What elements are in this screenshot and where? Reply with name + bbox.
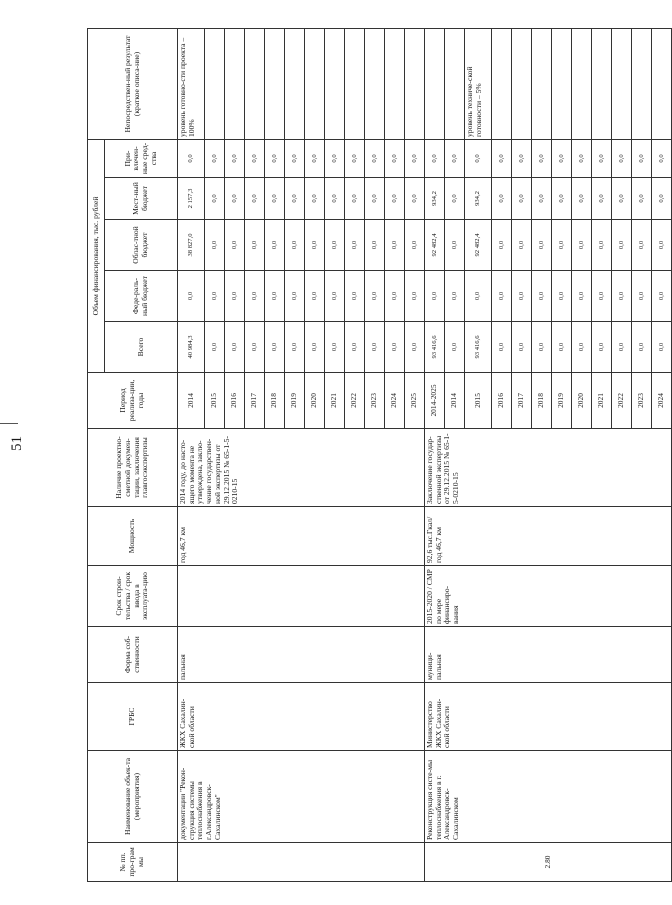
value-regional: 0,0	[285, 220, 305, 271]
value-attracted: 0,0	[492, 140, 512, 178]
value-attracted: 0,0	[385, 140, 405, 178]
value-federal: 0,0	[592, 271, 612, 322]
value-attracted: 0,0	[445, 140, 465, 178]
cell-result	[285, 29, 305, 140]
cell-capacity: год 46,7 км	[178, 507, 425, 566]
value-total: 0,0	[512, 322, 532, 373]
period-cell: 2024	[385, 373, 405, 429]
value-attracted: 0,0	[225, 140, 245, 178]
value-attracted: 0,0	[325, 140, 345, 178]
value-total: 0,0	[652, 322, 672, 373]
value-federal: 0,0	[425, 271, 445, 322]
value-local: 0,0	[325, 178, 345, 220]
value-regional: 0,0	[245, 220, 265, 271]
period-cell: 2014-2025	[425, 373, 445, 429]
value-federal: 0,0	[325, 271, 345, 322]
value-total: 0,0	[552, 322, 572, 373]
value-regional: 92 482,4	[425, 220, 445, 271]
header-period: Период реализа-ции, годы	[88, 373, 178, 429]
value-attracted: 0,0	[592, 140, 612, 178]
cell-result: уровень техниче-ской готовности – 5%	[465, 29, 492, 140]
period-cell: 2020	[305, 373, 325, 429]
cell-ownership: муници-пальная	[425, 627, 672, 683]
value-regional: 0,0	[445, 220, 465, 271]
period-cell: 2021	[592, 373, 612, 429]
value-total: 0,0	[632, 322, 652, 373]
value-federal: 0,0	[632, 271, 652, 322]
cell-name: Реконструкция систе-мы теплоснабжения в г. Александровск-Сахалинском	[425, 751, 672, 843]
value-total: 0,0	[365, 322, 385, 373]
cell-name: документации "Рекон-струкция системы теплоснабжения в г.Александровск-Сахалинском"	[178, 751, 425, 843]
value-regional: 0,0	[552, 220, 572, 271]
value-regional: 0,0	[572, 220, 592, 271]
cell-result	[385, 29, 405, 140]
value-federal: 0,0	[492, 271, 512, 322]
value-federal: 0,0	[465, 271, 492, 322]
value-regional: 0,0	[492, 220, 512, 271]
value-regional: 0,0	[345, 220, 365, 271]
value-regional: 0,0	[592, 220, 612, 271]
period-cell: 2016	[225, 373, 245, 429]
value-local: 0,0	[632, 178, 652, 220]
value-attracted: 0,0	[612, 140, 632, 178]
page-number: 51	[9, 436, 25, 451]
value-local: 934,2	[425, 178, 445, 220]
value-federal: 0,0	[552, 271, 572, 322]
value-federal: 0,0	[305, 271, 325, 322]
period-cell: 2018	[265, 373, 285, 429]
value-local: 0,0	[285, 178, 305, 220]
header-local: Мест-ный бюджет	[105, 178, 178, 220]
value-total: 0,0	[285, 322, 305, 373]
value-federal: 0,0	[265, 271, 285, 322]
value-attracted: 0,0	[512, 140, 532, 178]
value-total: 0,0	[265, 322, 285, 373]
cell-result	[345, 29, 365, 140]
value-total: 40 984,3	[178, 322, 205, 373]
value-local: 0,0	[652, 178, 672, 220]
value-federal: 0,0	[385, 271, 405, 322]
value-regional: 0,0	[365, 220, 385, 271]
margin-mark	[0, 423, 18, 424]
period-cell: 2016	[492, 373, 512, 429]
value-local: 934,2	[465, 178, 492, 220]
value-regional: 0,0	[325, 220, 345, 271]
value-attracted: 0,0	[405, 140, 425, 178]
cell-result	[405, 29, 425, 140]
value-local: 0,0	[365, 178, 385, 220]
header-grbs: ГРБС	[88, 683, 178, 751]
value-local: 0,0	[265, 178, 285, 220]
value-total: 0,0	[592, 322, 612, 373]
cell-result	[572, 29, 592, 140]
period-cell: 2014	[445, 373, 465, 429]
header-ownership: Форма соб-ственности	[88, 627, 178, 683]
value-federal: 0,0	[405, 271, 425, 322]
cell-result	[265, 29, 285, 140]
period-cell: 2017	[245, 373, 265, 429]
period-cell: 2022	[345, 373, 365, 429]
period-cell: 2022	[612, 373, 632, 429]
cell-docs: 2014 году, до насто-ящего момента не утверждена, заклю-чение государствен-ной экспертизы от 29.12.2015 № 65-1-5-0210-15	[178, 429, 425, 507]
period-cell: 2014	[178, 373, 205, 429]
cell-result	[205, 29, 225, 140]
period-cell: 2018	[532, 373, 552, 429]
period-cell: 2015	[205, 373, 225, 429]
value-attracted: 0,0	[285, 140, 305, 178]
header-name: Наименование объек-та (мероприятия)	[88, 751, 178, 843]
header-attracted: При-влечен-ные сред-ства	[105, 140, 178, 178]
cell-result	[492, 29, 512, 140]
value-attracted: 0,0	[265, 140, 285, 178]
value-total: 0,0	[305, 322, 325, 373]
value-regional: 0,0	[305, 220, 325, 271]
value-local: 0,0	[305, 178, 325, 220]
value-total: 0,0	[572, 322, 592, 373]
cell-result	[652, 29, 672, 140]
value-federal: 0,0	[285, 271, 305, 322]
period-cell: 2019	[285, 373, 305, 429]
header-funding: Объем финансирования, тыс. рублей	[88, 140, 105, 373]
value-federal: 0,0	[652, 271, 672, 322]
value-attracted: 0,0	[652, 140, 672, 178]
value-local: 0,0	[205, 178, 225, 220]
value-federal: 0,0	[532, 271, 552, 322]
value-total: 0,0	[325, 322, 345, 373]
period-cell: 2017	[512, 373, 532, 429]
value-local: 0,0	[512, 178, 532, 220]
cell-result	[512, 29, 532, 140]
value-regional: 0,0	[385, 220, 405, 271]
cell-result	[532, 29, 552, 140]
period-cell: 2015	[465, 373, 492, 429]
value-federal: 0,0	[572, 271, 592, 322]
value-federal: 0,0	[512, 271, 532, 322]
period-cell: 2023	[365, 373, 385, 429]
value-regional: 0,0	[512, 220, 532, 271]
value-local: 0,0	[612, 178, 632, 220]
value-federal: 0,0	[612, 271, 632, 322]
value-regional: 0,0	[532, 220, 552, 271]
header-result: Непосредствен-ный результат (краткое описа-ние)	[88, 29, 178, 140]
cell-result	[325, 29, 345, 140]
period-cell: 2020	[572, 373, 592, 429]
cell-result	[365, 29, 385, 140]
value-federal: 0,0	[178, 271, 205, 322]
value-federal: 0,0	[445, 271, 465, 322]
value-attracted: 0,0	[465, 140, 492, 178]
header-term: Срок строи-тельства / срок ввода в эксплуата-цию	[88, 566, 178, 627]
value-local: 0,0	[592, 178, 612, 220]
value-local: 0,0	[532, 178, 552, 220]
cell-ownership: пальная	[178, 627, 425, 683]
value-federal: 0,0	[365, 271, 385, 322]
value-local: 0,0	[225, 178, 245, 220]
value-federal: 0,0	[345, 271, 365, 322]
value-attracted: 0,0	[425, 140, 445, 178]
value-regional: 0,0	[612, 220, 632, 271]
value-total: 0,0	[385, 322, 405, 373]
table-row	[178, 29, 205, 882]
value-regional: 38 827,0	[178, 220, 205, 271]
cell-result	[612, 29, 632, 140]
value-total: 93 416,6	[465, 322, 492, 373]
cell-result	[592, 29, 612, 140]
cell-grbs: ЖКХ Сахалин-ской области	[178, 683, 425, 751]
value-attracted: 0,0	[305, 140, 325, 178]
program-table	[87, 28, 672, 882]
period-cell: 2019	[552, 373, 572, 429]
header-regional: Облас-тной бюджет	[105, 220, 178, 271]
cell-capacity: 92,6 тыс.Гкал/ год 46,7 км	[425, 507, 672, 566]
value-attracted: 0,0	[345, 140, 365, 178]
value-federal: 0,0	[245, 271, 265, 322]
value-local: 0,0	[385, 178, 405, 220]
value-local: 0,0	[552, 178, 572, 220]
value-regional: 0,0	[225, 220, 245, 271]
value-attracted: 0,0	[572, 140, 592, 178]
value-local: 0,0	[345, 178, 365, 220]
header-total: Всего	[105, 322, 178, 373]
value-regional: 92 482,4	[465, 220, 492, 271]
cell-result	[245, 29, 265, 140]
value-federal: 0,0	[205, 271, 225, 322]
value-local: 0,0	[492, 178, 512, 220]
cell-result	[445, 29, 465, 140]
cell-result	[225, 29, 245, 140]
cell-result	[425, 29, 445, 140]
value-attracted: 0,0	[365, 140, 385, 178]
value-total: 0,0	[405, 322, 425, 373]
value-total: 0,0	[205, 322, 225, 373]
value-federal: 0,0	[225, 271, 245, 322]
cell-result	[305, 29, 325, 140]
value-total: 93 416,6	[425, 322, 445, 373]
value-attracted: 0,0	[245, 140, 265, 178]
period-cell: 2025	[405, 373, 425, 429]
cell-result	[632, 29, 652, 140]
value-total: 0,0	[492, 322, 512, 373]
value-total: 0,0	[445, 322, 465, 373]
value-local: 2 157,3	[178, 178, 205, 220]
value-regional: 0,0	[652, 220, 672, 271]
value-attracted: 0,0	[205, 140, 225, 178]
cell-term: 2015-2020 / СМР по мере финансиро-вания	[425, 566, 672, 627]
value-total: 0,0	[612, 322, 632, 373]
cell-no: 2.80	[425, 843, 672, 882]
cell-result	[552, 29, 572, 140]
value-attracted: 0,0	[552, 140, 572, 178]
period-cell: 2023	[632, 373, 652, 429]
value-attracted: 0,0	[178, 140, 205, 178]
value-regional: 0,0	[405, 220, 425, 271]
cell-term	[178, 566, 425, 627]
value-regional: 0,0	[632, 220, 652, 271]
header-capacity: Мощность	[88, 507, 178, 566]
value-attracted: 0,0	[532, 140, 552, 178]
value-total: 0,0	[225, 322, 245, 373]
value-regional: 0,0	[265, 220, 285, 271]
value-attracted: 0,0	[632, 140, 652, 178]
table-row-total	[425, 29, 445, 882]
header-federal: Феде-раль-ный бюджет	[105, 271, 178, 322]
rotated-table-container	[87, 29, 666, 882]
value-total: 0,0	[245, 322, 265, 373]
value-total: 0,0	[345, 322, 365, 373]
cell-result: уровень готовно-сти проекта – 100%	[178, 29, 205, 140]
value-local: 0,0	[245, 178, 265, 220]
value-regional: 0,0	[205, 220, 225, 271]
value-total: 0,0	[532, 322, 552, 373]
cell-docs: Заключение государ-ственной экспертизы от 29.12.2015 № 65-1-5-0210-15	[425, 429, 672, 507]
period-cell: 2024	[652, 373, 672, 429]
cell-grbs: Министерство ЖКХ Сахалин-ской области	[425, 683, 672, 751]
period-cell: 2021	[325, 373, 345, 429]
header-no: № пп. про-грам мы	[88, 843, 178, 882]
value-local: 0,0	[445, 178, 465, 220]
value-local: 0,0	[572, 178, 592, 220]
value-local: 0,0	[405, 178, 425, 220]
cell-no	[178, 843, 425, 882]
header-docs: Наличие проектно-сметной докумен-тации, заключения главгосэкспертизы	[88, 429, 178, 507]
